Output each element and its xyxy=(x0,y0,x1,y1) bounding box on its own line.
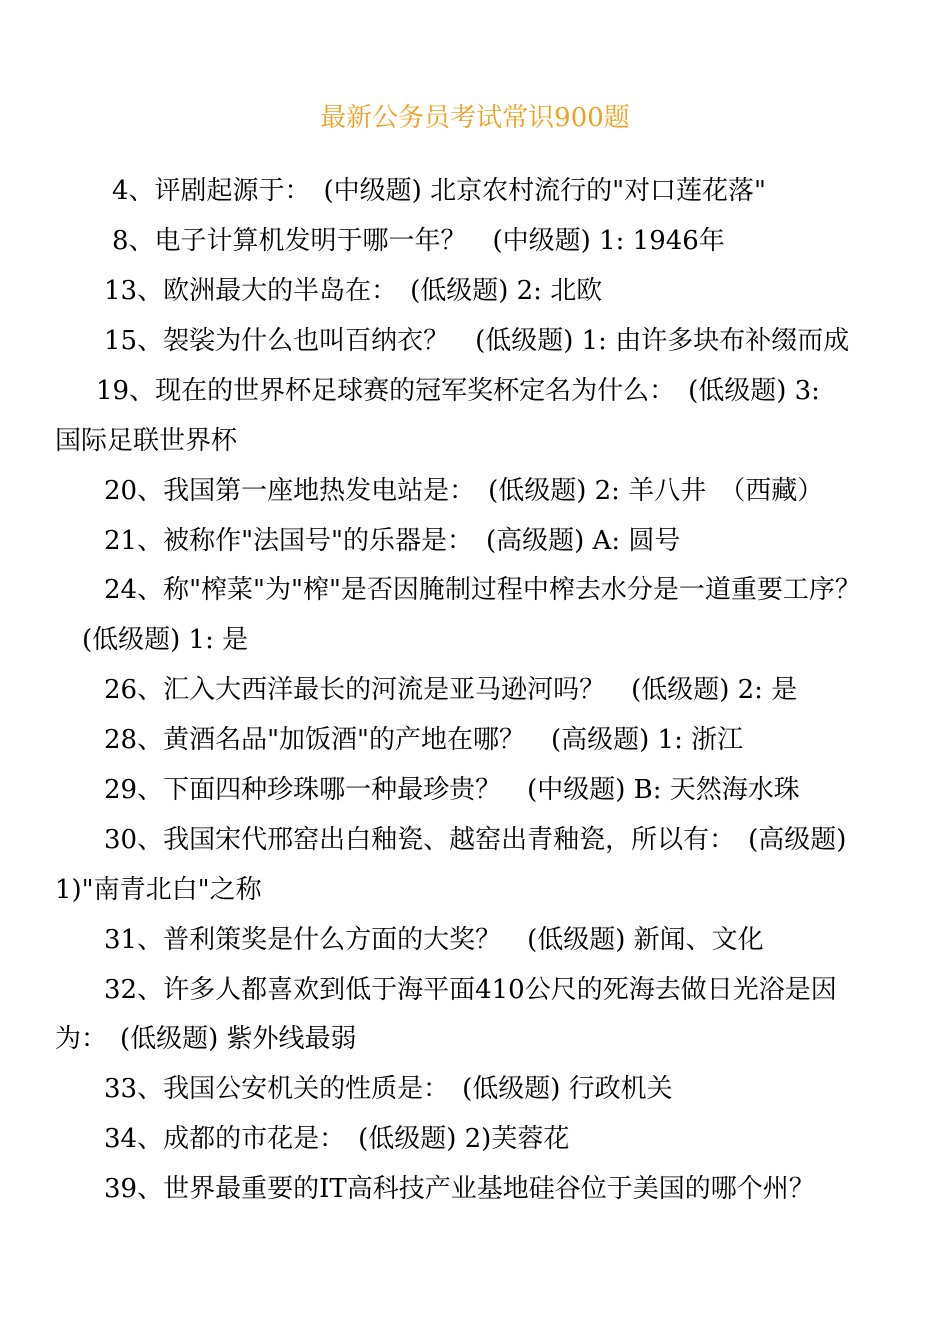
document-title: 最新公务员考试常识900题 xyxy=(320,103,630,133)
question-line-continuation: 国际足联世界杯 xyxy=(55,426,238,456)
question-line: 15、袈裟为什么也叫百纳衣？ (低级题) 1: 由许多块布补缀而成 xyxy=(104,326,850,356)
question-line: 26、汇入大西洋最长的河流是亚马逊河吗？ (低级题) 2: 是 xyxy=(104,675,798,705)
question-line-continuation: (低级题) 1: 是 xyxy=(82,625,249,655)
question-line: 28、黄酒名品"加饭酒"的产地在哪？ (高级题) 1: 浙江 xyxy=(104,725,744,755)
question-line-continuation: 1)"南青北白"之称 xyxy=(55,875,262,905)
question-line: 34、成都的市花是： (低级题) 2)芙蓉花 xyxy=(104,1124,570,1154)
question-line: 20、我国第一座地热发电站是： (低级题) 2: 羊八井 （西藏） xyxy=(104,476,824,506)
question-line: 8、电子计算机发明于哪一年？ (中级题) 1: 1946年 xyxy=(112,226,725,256)
question-line: 29、下面四种珍珠哪一种最珍贵？ (中级题) B: 天然海水珠 xyxy=(104,775,800,805)
question-line: 32、许多人都喜欢到低于海平面410公尺的死海去做日光浴是因 xyxy=(104,975,837,1005)
question-line: 13、欧洲最大的半岛在： (低级题) 2: 北欧 xyxy=(104,276,603,306)
question-line: 30、我国宋代邢窑出白釉瓷、越窑出青釉瓷，所以有： (高级题) xyxy=(104,825,847,855)
question-line: 21、被称作"法国号"的乐器是： (高级题) A: 圆号 xyxy=(104,526,681,556)
question-line: 39、世界最重要的IT高科技产业基地硅谷位于美国的哪个州？ xyxy=(104,1174,815,1204)
question-line: 4、评剧起源于： (中级题) 北京农村流行的"对口莲花落" xyxy=(112,176,767,206)
question-line: 19、现在的世界杯足球赛的冠军奖杯定名为什么： (低级题) 3: xyxy=(96,376,820,406)
question-line: 31、普利策奖是什么方面的大奖？ (低级题) 新闻、文化 xyxy=(104,925,764,955)
question-line: 33、我国公安机关的性质是： (低级题) 行政机关 xyxy=(104,1074,673,1104)
question-line-continuation: 为： (低级题) 紫外线最弱 xyxy=(55,1024,357,1054)
question-line: 24、称"榨菜"为"榨"是否因腌制过程中榨去水分是一道重要工序？ xyxy=(104,575,861,605)
